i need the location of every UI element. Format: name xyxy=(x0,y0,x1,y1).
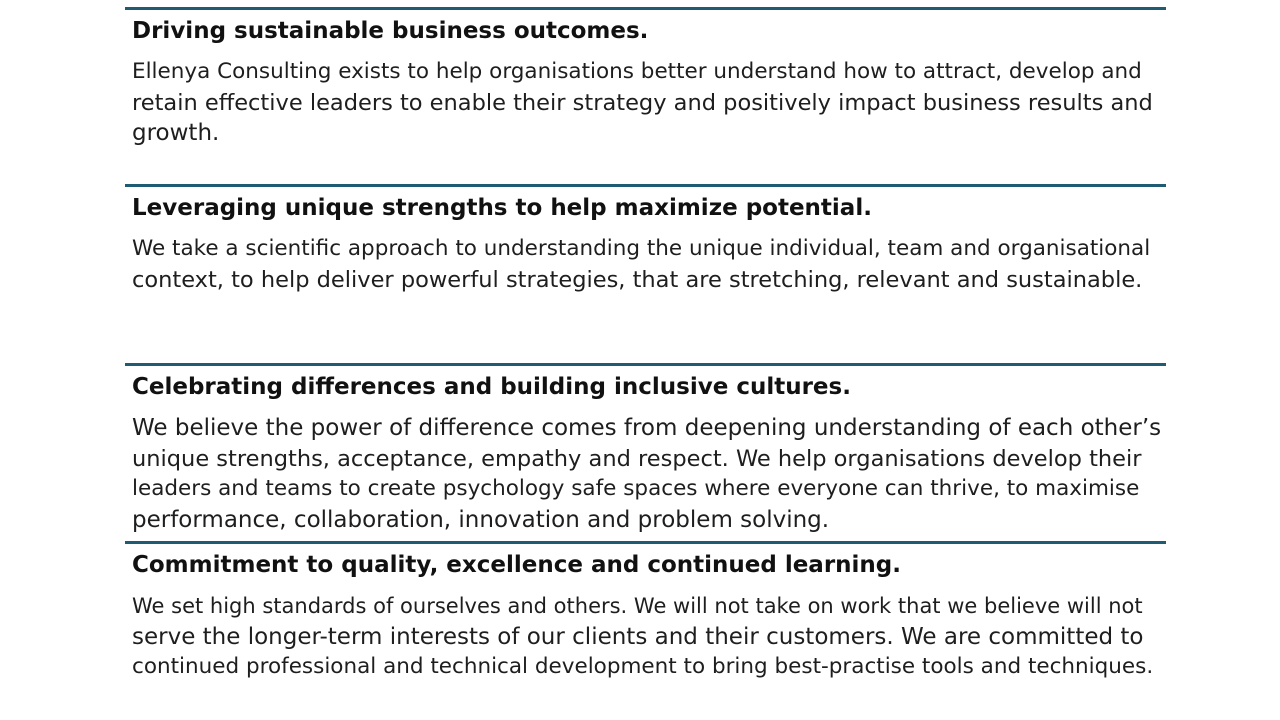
section-quality-commitment xyxy=(125,541,1166,720)
section-heading: Driving sustainable business outcomes. xyxy=(132,18,649,44)
section-unique-strengths xyxy=(125,184,1166,364)
body-line: serve the longer-term interests of our clients and their customers. We are committed to xyxy=(132,623,1144,650)
body-line: We take a scientific approach to understanding the unique individual, team and organisational xyxy=(132,236,1151,261)
section-heading: Commitment to quality, excellence and continued learning. xyxy=(132,552,902,578)
body-line: retain effective leaders to enable their strategy and positively impact business results and xyxy=(132,89,1153,116)
body-line: context, to help deliver powerful strategies, that are stretching, relevant and sustainable. xyxy=(132,266,1143,293)
body-line: performance, collaboration, innovation and problem solving. xyxy=(132,506,830,533)
section-heading: Leveraging unique strengths to help maximize potential. xyxy=(132,195,872,221)
body-line: leaders and teams to create psychology safe spaces where everyone can thrive, to maximise xyxy=(132,476,1140,501)
section-body xyxy=(132,57,1162,149)
section-inclusive-cultures xyxy=(125,363,1166,543)
body-line: We believe the power of difference comes from deepening understanding of each other’s xyxy=(132,415,1162,441)
body-line: We set high standards of ourselves and others. We will not take on work that we believe will not xyxy=(132,594,1143,618)
section-body xyxy=(132,591,1162,683)
body-line: Ellenya Consulting exists to help organisations better understand how to attract, develop and xyxy=(132,59,1142,84)
body-line: continued professional and technical development to bring best-practise tools and techniques. xyxy=(132,654,1154,679)
section-body xyxy=(132,234,1162,295)
body-line: unique strengths, acceptance, empathy and respect. We help organisations develop their xyxy=(132,445,1142,472)
body-line: growth. xyxy=(132,120,220,146)
section-heading: Celebrating differences and building inclusive cultures. xyxy=(132,374,851,400)
section-sustainable-outcomes xyxy=(125,7,1166,185)
section-body xyxy=(132,413,1162,535)
